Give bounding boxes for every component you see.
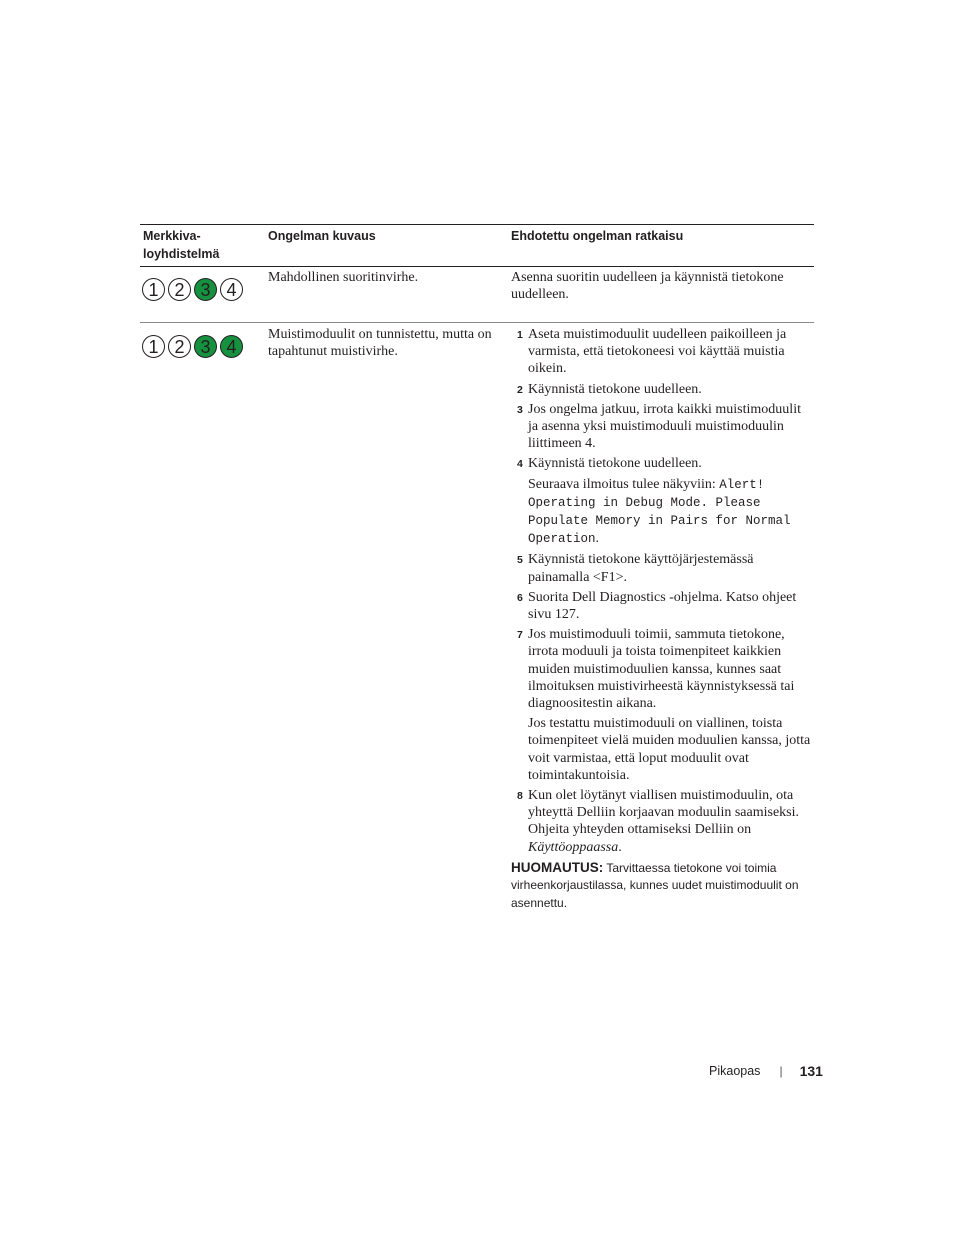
page-footer <box>709 1061 823 1081</box>
diagnostic-led-icon: 2 <box>168 335 191 358</box>
followup-text: Jos testattu muistimoduuli on viallinen, toista toimenpiteet vielä muiden moduulien kanssa, jotta voit varmistaa, että loput moduulit ovat toimintakuntoisia. <box>528 716 811 783</box>
column-header-line: Merkkiva- <box>143 229 201 243</box>
table-row-divider <box>140 322 814 323</box>
table-top-rule <box>140 224 814 225</box>
step-item <box>511 589 811 623</box>
step-text: Jos ongelma jatkuu, irrota kaikki muistimoduulit ja asenna yksi muistimoduuli muistimoduulin liittimeen 4. <box>528 401 801 452</box>
step-text: Jos muistimoduuli toimii, sammuta tietokone, irrota moduuli ja toista toimenpiteet kaikkien muiden muistimoduulien kanssa, kunnes saat ilmoituksen muistivirheestä käynnistyksessä tai diagnoositestin aikana. <box>528 627 795 712</box>
diagnostic-led-icon: 1 <box>142 335 165 358</box>
step-text: Aseta muistimoduulit uudelleen paikoilleen ja varmista, että tietokoneesi voi käyttää muistia oikein. <box>528 327 787 377</box>
note-label: HUOMAUTUS: <box>511 859 604 875</box>
step-number: 8 <box>517 790 523 803</box>
step-number: 3 <box>517 403 523 416</box>
message-intro: Seuraava ilmoitus tulee näkyviin: <box>528 476 720 492</box>
led-pattern <box>142 335 243 358</box>
column-header-problem: Ongelman kuvaus <box>268 229 376 243</box>
step-number: 4 <box>517 458 523 471</box>
step-text: Kun olet löytänyt viallisen muistimoduulin, ota yhteyttä Delliin korjaavan moduulin saamiseksi. Ohjeita yhteyden ottamiseksi Delliin on <box>528 788 799 838</box>
step-text: Suorita Dell Diagnostics -ohjelma. Katso ohjeet sivu 127. <box>528 589 797 623</box>
column-header-led-combination <box>143 227 219 263</box>
step-text: Käynnistä tietokone uudelleen. <box>528 381 702 397</box>
step-number: 5 <box>517 554 523 567</box>
solution-text: Asenna suoritin uudelleen ja käynnistä tietokone uudelleen. <box>511 270 784 302</box>
column-header-line: loyhdistelmä <box>143 247 220 261</box>
diagnostic-led-icon: 4 <box>220 278 243 301</box>
step-item <box>511 326 811 378</box>
step-item <box>511 626 811 712</box>
page-number: 131 <box>799 1063 823 1079</box>
note <box>511 859 811 913</box>
message-code: Alert! Operating in Debug Mode. Please Populate Memory in Pairs for Normal Operation <box>528 477 791 547</box>
message-end: . <box>595 531 600 547</box>
diagnostic-led-lit-icon: 4 <box>220 335 243 358</box>
diagnostic-led-lit-icon: 3 <box>194 278 217 301</box>
step-item <box>511 787 811 856</box>
table-header-rule <box>140 266 814 267</box>
step-item <box>511 401 811 453</box>
footer-separator: | <box>779 1064 783 1078</box>
debug-message <box>511 476 811 549</box>
step-text-italic: Käyttöoppaassa <box>528 839 619 855</box>
step-number: 1 <box>517 329 523 341</box>
note-text: Tarvittaessa tietokone voi toimia virheenkorjaustilassa, kunnes uudet muistimoduulit on asennettu. <box>511 860 799 910</box>
diagnostic-led-lit-icon: 3 <box>194 335 217 358</box>
step-item <box>511 455 811 472</box>
step-text: Käynnistä tietokone käyttöjärjestemässä painamalla <F1>. <box>528 552 754 585</box>
column-header-solution: Ehdotettu ongelman ratkaisu <box>511 229 684 243</box>
problem-description: Mahdollinen suoritinvirhe. <box>268 270 419 285</box>
step-number: 7 <box>517 629 523 642</box>
step-text-end: . <box>618 839 622 855</box>
step-text: Käynnistä tietokone uudelleen. <box>528 456 702 472</box>
diagnostic-led-icon: 1 <box>142 278 165 301</box>
step-number: 6 <box>517 591 523 604</box>
problem-description: Muistimoduulit on tunnistettu, mutta on tapahtunut muistivirhe. <box>268 327 492 359</box>
step-number: 2 <box>517 383 523 396</box>
solution-steps <box>511 326 811 912</box>
led-pattern <box>142 278 243 301</box>
step-item <box>511 551 811 585</box>
step-item <box>511 381 811 398</box>
diagnostic-led-icon: 2 <box>168 278 191 301</box>
footer-section: Pikaopas <box>709 1064 761 1078</box>
